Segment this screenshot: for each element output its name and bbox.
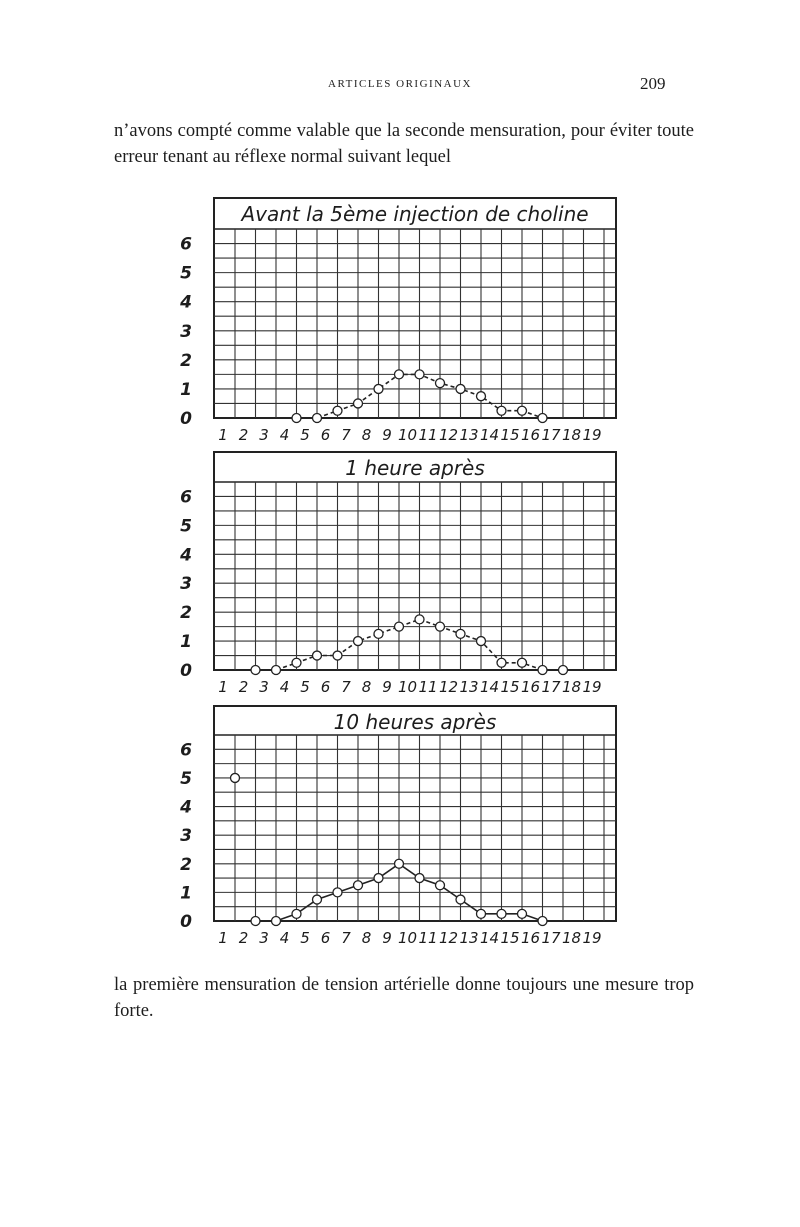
data-point [477,392,486,401]
data-point [477,637,486,646]
data-point [231,773,240,782]
data-point [374,384,383,393]
data-point [518,658,527,667]
x-tick-label: 2 [238,929,249,947]
x-tick-label: 17 [541,678,561,696]
y-tick-label: 4 [180,797,192,818]
data-point [272,666,281,675]
data-point [251,666,260,675]
x-tick-label: 6 [320,678,331,696]
y-tick-label: 0 [180,912,192,932]
x-tick-label: 6 [320,929,331,947]
x-tick-label: 7 [341,929,351,947]
x-tick-label: 14 [479,929,500,947]
x-tick-label: 18 [561,929,582,947]
y-tick-label: 6 [180,234,192,255]
y-tick-label: 1 [180,379,192,400]
data-point [415,874,424,883]
data-point [538,414,547,423]
x-tick-label: 8 [361,426,372,444]
x-tick-label: 12 [438,426,459,444]
y-tick-label: 5 [180,263,192,284]
x-tick-label: 5 [300,929,310,947]
data-point [354,637,363,646]
chart-frame [214,706,616,921]
y-tick-label: 5 [180,768,192,789]
x-tick-label: 3 [259,929,269,947]
data-point [251,917,260,926]
chart-1 [179,198,616,444]
x-tick-label: 9 [382,426,392,444]
x-tick-label: 4 [279,929,290,947]
x-tick-label: 14 [479,678,500,696]
data-point [333,406,342,415]
x-tick-label: 12 [438,678,459,696]
data-point [395,859,404,868]
x-tick-label: 6 [320,426,331,444]
x-tick-label: 3 [259,426,269,444]
x-tick-label: 16 [520,929,541,947]
data-point [456,384,465,393]
x-tick-label: 3 [259,678,269,696]
x-tick-label: 18 [561,678,582,696]
data-point [456,629,465,638]
data-point [313,895,322,904]
chart-title: 10 heures après [333,710,497,734]
x-tick-label: 10 [397,929,418,947]
x-tick-label: 9 [382,678,392,696]
x-tick-label: 10 [397,426,418,444]
x-tick-label: 8 [361,929,372,947]
data-point [436,881,445,890]
data-point [374,874,383,883]
x-tick-label: 17 [541,929,561,947]
data-point [518,406,527,415]
x-tick-label: 7 [341,678,351,696]
x-tick-label: 16 [520,678,541,696]
x-tick-label: 19 [582,929,602,947]
x-tick-label: 15 [500,929,520,947]
y-tick-label: 0 [180,409,192,429]
y-tick-label: 1 [180,632,192,653]
x-tick-label: 1 [218,678,228,696]
data-point [354,399,363,408]
x-tick-label: 10 [397,678,418,696]
data-point [272,917,281,926]
y-tick-label: 4 [180,545,192,566]
x-tick-label: 13 [459,929,479,947]
chart-2 [179,452,616,696]
data-point [415,615,424,624]
x-tick-label: 14 [479,426,500,444]
x-tick-label: 15 [500,678,520,696]
y-tick-label: 0 [180,661,192,681]
data-point [333,651,342,660]
x-tick-label: 19 [582,426,602,444]
data-point [518,909,527,918]
x-tick-label: 2 [238,426,249,444]
x-tick-label: 11 [418,426,438,444]
x-tick-label: 1 [218,426,228,444]
y-tick-label: 4 [180,292,192,313]
x-tick-label: 17 [541,426,561,444]
x-tick-label: 12 [438,929,459,947]
data-point [313,414,322,423]
x-tick-label: 5 [300,426,310,444]
x-tick-label: 19 [582,678,602,696]
chart-title: Avant la 5ème injection de choline [241,202,589,226]
x-tick-label: 16 [520,426,541,444]
page-number: 209 [640,74,666,93]
x-tick-label: 4 [279,678,290,696]
y-tick-label: 2 [180,603,192,624]
data-point [436,379,445,388]
data-point [354,881,363,890]
x-tick-label: 5 [300,678,310,696]
data-point [292,414,301,423]
data-point [497,406,506,415]
data-point [374,629,383,638]
data-point [292,658,301,667]
x-tick-label: 8 [361,678,372,696]
data-point [292,909,301,918]
data-point [538,917,547,926]
x-tick-label: 13 [459,678,479,696]
data-point [497,658,506,667]
x-tick-label: 2 [238,678,249,696]
running-header: ARTICLES ORIGINAUX [328,78,472,90]
x-tick-label: 9 [382,929,392,947]
x-tick-label: 1 [218,929,228,947]
x-tick-label: 7 [341,426,351,444]
y-tick-label: 2 [180,350,192,371]
y-tick-label: 3 [180,574,192,595]
paragraph-before-figure: n’avons compté comme valable que la seconde mensuration, pour éviter toute erreur tenant au réflexe normal suivant lequel [114,121,694,167]
x-tick-label: 11 [418,929,438,947]
y-tick-label: 2 [180,854,192,875]
data-point [559,666,568,675]
paragraph-after-figure: la première mensuration de tension artérielle donne toujours une mesure trop forte. [114,975,694,1021]
data-point [456,895,465,904]
x-tick-label: 18 [561,426,582,444]
data-point [415,370,424,379]
chart-3 [179,706,616,947]
data-point [313,651,322,660]
y-tick-label: 1 [180,883,192,904]
x-tick-label: 4 [279,426,290,444]
y-tick-label: 5 [180,516,192,537]
chart-frame [214,198,616,418]
data-point [436,622,445,631]
x-tick-label: 13 [459,426,479,444]
data-point [333,888,342,897]
chart-frame [214,452,616,670]
x-tick-label: 15 [500,426,520,444]
data-point [395,370,404,379]
y-tick-label: 6 [180,487,192,508]
chart-title: 1 heure après [345,456,485,480]
data-point [538,666,547,675]
data-point [395,622,404,631]
x-tick-label: 11 [418,678,438,696]
y-tick-label: 3 [180,321,192,342]
data-point [497,909,506,918]
data-point [477,909,486,918]
y-tick-label: 3 [180,826,192,847]
y-tick-label: 6 [180,740,192,761]
